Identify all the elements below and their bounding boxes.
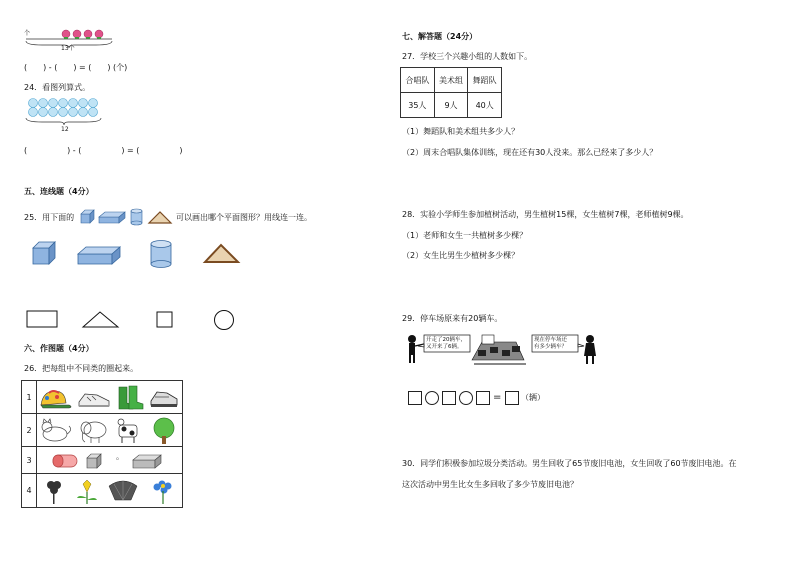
- shoe-icon: [151, 392, 177, 407]
- q23-count-label: 个: [24, 30, 31, 37]
- rain-boots-icon: [119, 386, 143, 409]
- q27-header-choir: 合唱队: [401, 68, 435, 93]
- section6-title: 六、作图题（4分）: [24, 344, 94, 353]
- girl-figure-icon: [584, 335, 596, 364]
- q26-row-number: 2: [22, 414, 37, 447]
- q27-title: 27．学校三个兴趣小组的人数如下。: [402, 52, 533, 61]
- dark-flower-icon: [47, 481, 61, 504]
- boy-figure-icon: [408, 335, 424, 363]
- q26-row-2-images: [37, 414, 183, 447]
- sneaker-icon: [79, 394, 109, 407]
- cap-icon: [41, 391, 71, 408]
- q26-row3-dot: 。: [116, 452, 124, 461]
- square-shape: [157, 312, 172, 327]
- q26-row2-items: [39, 416, 179, 446]
- small-cube-icon: [87, 454, 101, 468]
- q29-bubble-left-line2: 又开来了6辆。: [426, 344, 463, 350]
- q28-sub2: （2）女生比男生少植树多少棵？: [402, 251, 520, 260]
- q27-sub2: （2）周末合唱队集体训练，现在还有30人没来。那么已经来了多少人？: [402, 148, 658, 157]
- q27-header-dance: 舞蹈队: [468, 68, 502, 93]
- q28-sub1: （1）老师和女生一共植树多少棵？: [402, 231, 528, 240]
- blue-flower-icon: [154, 481, 172, 505]
- lily-icon: [77, 480, 97, 504]
- q27-value-art: 9人: [434, 93, 468, 118]
- q25-prompt: 25．用下面的: [24, 213, 75, 222]
- tree-icon: [154, 418, 174, 444]
- q26-grid: [21, 380, 183, 508]
- q27-value-dance: 40人: [468, 93, 502, 118]
- q26-row1-items: [39, 383, 179, 413]
- q23-equation: ( ) - ( ) = ( ) (个): [24, 63, 128, 72]
- triangle-ruler-solid: [205, 245, 238, 262]
- q29-unit: （辆）: [521, 393, 545, 402]
- q27-value-choir: 35人: [401, 93, 435, 118]
- q26-row-number: 4: [22, 474, 37, 508]
- cube-solid: [33, 242, 55, 264]
- q27-table: [400, 67, 502, 118]
- q29-bubble-left-line1: 开走了20辆车，: [426, 337, 466, 343]
- q27-header-art: 美术组: [434, 68, 468, 93]
- q30-line2: 这次活动中男生比女生多回收了多少节废旧电池？: [402, 480, 578, 489]
- capsule-eraser-icon: [53, 455, 77, 467]
- q29-bubble-right-line1: 现在停车场还: [534, 337, 568, 343]
- triangle-shape: [83, 312, 118, 327]
- q25-solids-row: [30, 238, 260, 278]
- q23-flowers-illustration: [22, 26, 142, 56]
- elephant-icon: [81, 422, 106, 443]
- q26-row-1-images: [37, 381, 183, 414]
- q29-operator-circle-2[interactable]: [459, 391, 473, 405]
- q26-row3-items: [39, 448, 179, 472]
- q25-inline-solids: [79, 208, 179, 228]
- q23-total-label: 13个: [61, 45, 75, 52]
- q29-title: 29．停车场原来有20辆车。: [402, 314, 503, 323]
- q24-total-label: 12: [61, 126, 69, 133]
- section7-title: 七、解答题（24分）: [402, 32, 478, 41]
- q29-equals-sign: =: [493, 392, 502, 403]
- q26-row-4-images: [37, 474, 183, 508]
- q27-sub1: （1）舞蹈队和美术组共多少人？: [402, 127, 520, 136]
- q29-answer-box-2[interactable]: [442, 391, 456, 405]
- section5-title: 五、连线题（4分）: [24, 187, 94, 196]
- q29-answer-box-1[interactable]: [408, 391, 422, 405]
- q26-row-number: 1: [22, 381, 37, 414]
- q30-line1: 30．同学们积极参加垃圾分类活动。男生回收了65节废旧电池，女生回收了60节废旧电池。在: [402, 459, 737, 468]
- cylinder-solid: [151, 241, 171, 268]
- q26-row-number: 3: [22, 447, 37, 474]
- q24-equation: ( ) - ( ) = ( ): [24, 146, 183, 155]
- q29-bubble-right-line2: 有多少辆车？: [534, 344, 568, 350]
- q28-title: 28．实验小学师生参加植树活动，男生植树15棵，女生植树7棵，老师植树9棵。: [402, 210, 689, 219]
- q25-prompt-tail: 可以画出哪个平面图形？用线连一连。: [176, 213, 312, 222]
- fan-icon: [109, 481, 137, 500]
- parking-lot-icon: [472, 335, 526, 364]
- q26-prompt: 26．把每组中不同类的圈起来。: [24, 364, 139, 373]
- q26-row-3-images: [37, 447, 183, 474]
- circle-shape: [215, 311, 234, 330]
- q24-title: 24．看图列算式。: [24, 83, 91, 92]
- cuboid-block-icon: [133, 455, 161, 468]
- cow-icon: [118, 419, 137, 443]
- q29-answer-box-result[interactable]: [505, 391, 519, 405]
- cat-icon: [42, 419, 71, 441]
- q24-circles-illustration: [24, 98, 114, 128]
- q29-operator-circle-1[interactable]: [425, 391, 439, 405]
- q26-row4-items: [39, 476, 179, 506]
- cuboid-solid: [78, 247, 120, 264]
- q25-plane-shapes-row: [24, 308, 254, 338]
- q29-answer-box-3[interactable]: [476, 391, 490, 405]
- rectangle-shape: [27, 311, 57, 327]
